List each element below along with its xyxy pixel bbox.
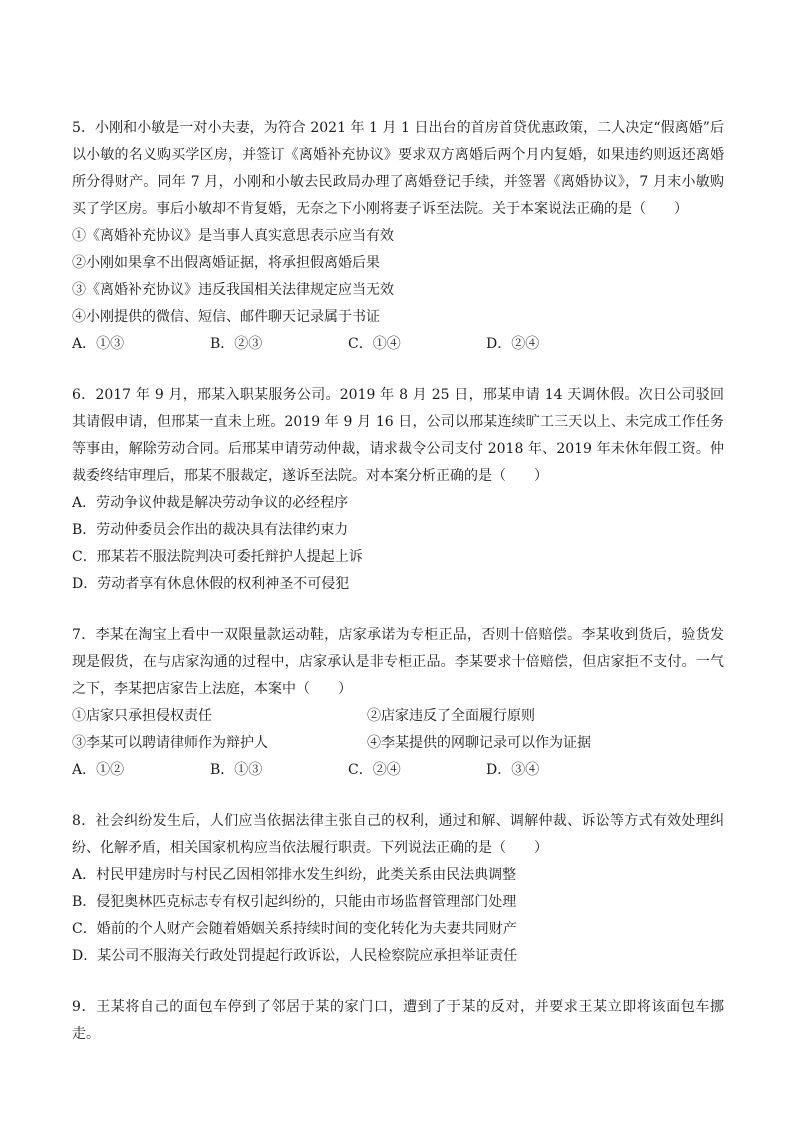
statement-item: ②店家违反了全面履行原则 (367, 708, 535, 724)
question-7 (72, 622, 724, 784)
statement-item: ④小刚提供的微信、短信、邮件聊天记录属于书证 (72, 309, 380, 325)
choice-b: B．②③ (210, 336, 263, 352)
option-d: D．劳动者享有休息休假的权利神圣不可侵犯 (72, 576, 350, 592)
statement-row (72, 703, 724, 730)
statement-item: ①店家只承担侵权责任 (72, 708, 212, 724)
statement-row (72, 730, 724, 757)
question-stem: 8．社会纠纷发生后，人们应当依据法律主张自己的权利，通过和解、调解仲裁、诉讼等方式有效处理纠纷、化解矛盾，相关国家机构应当依法履行职责。下列说法正确的是（ ） (72, 813, 724, 856)
choice-d: D．③④ (486, 762, 540, 778)
option-a: A．村民甲建房时与村民乙因相邻排水发生纠纷，此类关系由民法典调整 (72, 867, 517, 883)
statement-item: ②小刚如果拿不出假离婚证据，将承担假离婚后果 (72, 255, 380, 271)
answer-choices (72, 331, 724, 358)
question-5 (72, 115, 724, 358)
option-c: C．婚前的个人财产会随着婚姻关系持续时间的变化转化为夫妻共同财产 (72, 921, 517, 937)
choice-d: D．②④ (486, 336, 540, 352)
question-9 (72, 994, 724, 1048)
question-stem: 9．王某将自己的面包车停到了邻居于某的家门口，遭到了于某的反对，并要求王某立即将该面包车挪走。 (72, 999, 724, 1042)
exam-page (72, 115, 724, 1072)
choice-c: C．①④ (348, 336, 401, 352)
question-stem: 6．2017 年 9 月，邢某入职某服务公司。2019 年 8 月 25 日，邢某申请 14 天调休假。次日公司驳回其请假申请，但邢某一直未上班。2019 年 9 月 16 日，公司以邢某连续旷工三天以上、未完成工作任务等事由，解除劳动合同。后邢某申请劳动仲裁，请求裁令公司支付 2018 年、2019 年未休年假工资。仲裁委终结审理后，邢某不服裁定，遂诉至法院。对本案分析正确的是（ ） (72, 387, 724, 484)
option-c: C．邢某若不服法院判决可委托辩护人提起上诉 (72, 549, 363, 565)
question-6 (72, 382, 724, 598)
choice-b: B．①③ (210, 762, 263, 778)
statement-item: ④李某提供的网聊记录可以作为证据 (367, 735, 591, 751)
question-stem: 7．李某在淘宝上看中一双限量款运动鞋，店家承诺为专柜正品，否则十倍赔偿。李某收到货后，验货发现是假货，在与店家沟通的过程中，店家承认是非专柜正品。李某要求十倍赔偿，但店家拒不支付。一气之下，李某把店家告上法庭，本案中（ ） (72, 627, 724, 697)
choice-a: A．①② (72, 762, 125, 778)
option-b: B．劳动仲委员会作出的裁决具有法律约束力 (72, 522, 349, 538)
option-d: D．某公司不服海关行政处罚提起行政诉讼，人民检察院应承担举证责任 (72, 948, 518, 964)
choice-a: A．①③ (72, 336, 125, 352)
statement-item: ③《离婚补充协议》违反我国相关法律规定应当无效 (72, 282, 394, 298)
option-a: A．劳动争议仲裁是解决劳动争议的必经程序 (72, 495, 349, 511)
question-stem: 5．小刚和小敏是一对小夫妻，为符合 2021 年 1 月 1 日出台的首房首贷优惠政策，二人决定“假离婚”后以小敏的名义购买学区房，并签订《离婚补充协议》要求双方离婚后两个月内复婚，如果违约则返还离婚所分得财产。同年 7 月，小刚和小敏去民政局办理了离婚登记手续，并签署《离婚协议》，7 月末小敏购买了学区房。事后小敏却不肯复婚，无奈之下小刚将妻子诉至法院。关于本案说法正确的是（ ） (72, 120, 724, 217)
choice-c: C．②④ (348, 762, 401, 778)
statement-item: ③李某可以聘请律师作为辩护人 (72, 735, 268, 751)
answer-choices (72, 757, 724, 784)
option-b: B．侵犯奥林匹克标志专有权引起纠纷的，只能由市场监督管理部门处理 (72, 894, 517, 910)
statement-item: ①《离婚补充协议》是当事人真实意思表示应当有效 (72, 228, 394, 244)
question-8 (72, 808, 724, 970)
